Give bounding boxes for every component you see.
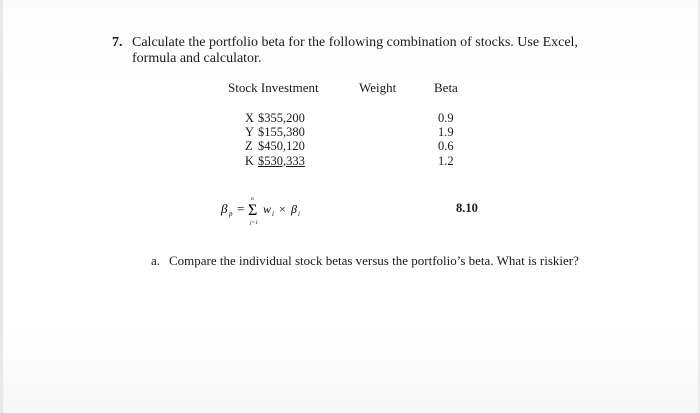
stock-amount: $155,380 bbox=[258, 125, 305, 140]
beta-value-k: 1.2 bbox=[438, 153, 454, 168]
stock-row-y bbox=[245, 125, 305, 139]
stock-letter: Z bbox=[245, 139, 253, 154]
header-stock-investment: Stock Investment bbox=[228, 80, 319, 95]
formula-equals: = bbox=[237, 201, 245, 216]
stock-letter: Y bbox=[245, 125, 255, 140]
header-beta: Beta bbox=[434, 80, 458, 95]
stock-row-z bbox=[245, 139, 305, 153]
stock-amount: $450,120 bbox=[258, 139, 305, 154]
formula-weight-subscript: i bbox=[272, 210, 274, 218]
stock-list bbox=[245, 111, 305, 168]
header-weight: Weight bbox=[359, 80, 397, 95]
formula-beta: β bbox=[291, 202, 297, 216]
formula-sum-upper: n bbox=[251, 196, 254, 202]
stock-row-x bbox=[245, 111, 305, 125]
beta-list bbox=[438, 111, 454, 168]
stock-row-k bbox=[245, 154, 305, 168]
question-text: Calculate the portfolio beta for the following combination of stocks. Use Excel, formula and calculator. bbox=[132, 35, 578, 66]
stock-amount: $530,333 bbox=[258, 153, 305, 168]
formula-times: × bbox=[279, 202, 286, 216]
beta-value-y: 1.9 bbox=[438, 125, 454, 140]
page-edge-left bbox=[0, 0, 3, 413]
formula-beta-subscript: i bbox=[298, 210, 300, 218]
stock-letter: K bbox=[245, 153, 255, 168]
formula-sum-symbol: Σ bbox=[248, 202, 258, 219]
sub-question-text: Compare the individual stock betas versus the portfolio’s beta. What is riskier? bbox=[169, 253, 579, 268]
question-number: 7. bbox=[112, 35, 123, 50]
formula-lhs-subscript: p bbox=[229, 210, 233, 218]
formula-weight: w bbox=[263, 202, 272, 216]
beta-value-x: 0.9 bbox=[438, 111, 454, 125]
beta-value-z: 0.6 bbox=[438, 139, 454, 154]
stock-letter: X bbox=[245, 111, 255, 125]
formula-sum-lower: j=1 bbox=[250, 220, 258, 226]
sub-question-label: a. bbox=[151, 253, 161, 268]
portfolio-beta-formula bbox=[219, 193, 329, 233]
stock-amount: $355,200 bbox=[258, 111, 305, 125]
formula-lhs: β bbox=[221, 201, 228, 216]
portfolio-beta-result: 8.10 bbox=[456, 201, 478, 215]
sub-question bbox=[151, 253, 579, 269]
